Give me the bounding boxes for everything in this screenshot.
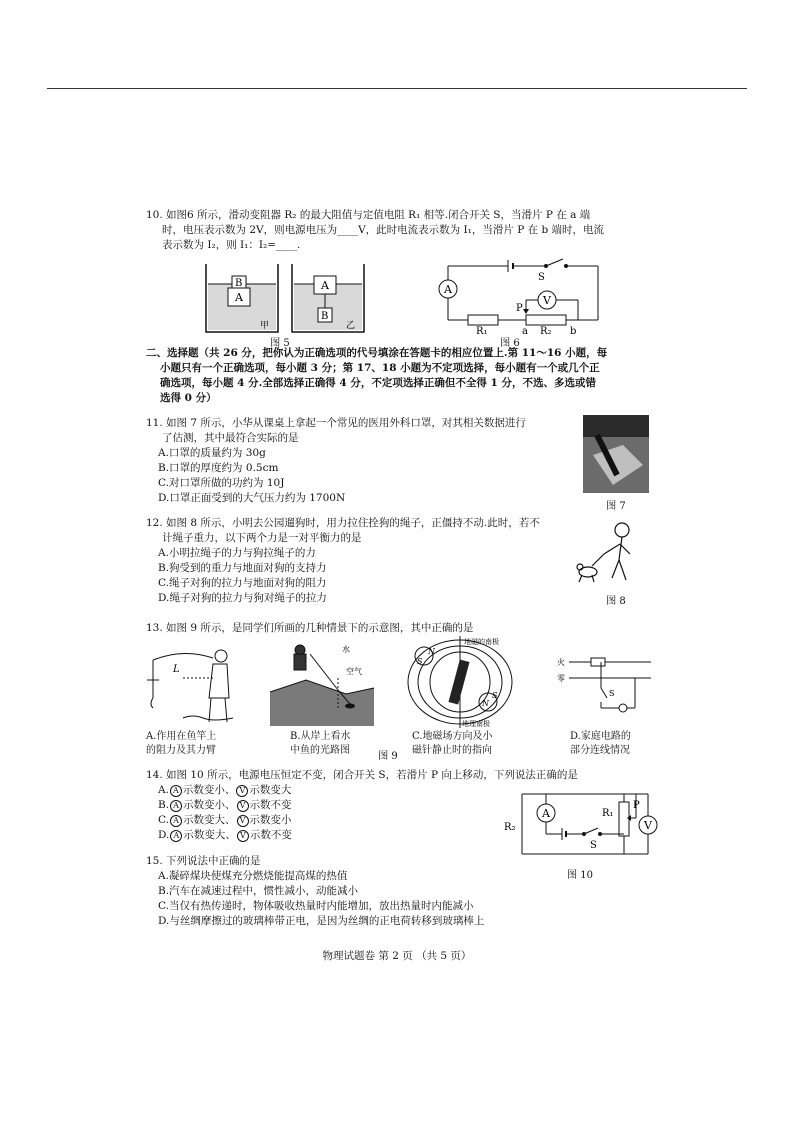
fig9-caption-a-line-2: 的阻力及其力臂 xyxy=(146,745,216,756)
q11-stem-2: 了估测，其中最符合实际的是 xyxy=(162,432,299,444)
q14-option-d-text-2: 示数不变 xyxy=(249,829,292,841)
q12-option-b: B.狗受到的重力与地面对狗的支持力 xyxy=(158,562,327,574)
figure-10 xyxy=(500,788,660,864)
q14-option-c-voltmeter-symbol: V xyxy=(237,815,249,827)
fig9b-label-water: 水 xyxy=(342,645,350,654)
q14-option-a-text-2: 示数变大 xyxy=(249,784,292,796)
q14-option-c-letter: C. xyxy=(158,814,169,826)
q14-option-b-voltmeter-symbol: V xyxy=(237,800,249,812)
question-15 xyxy=(146,854,484,929)
fig10-slider-label: P xyxy=(633,800,640,811)
q15-stem: 15. 下列说法中正确的是 xyxy=(146,855,261,867)
fig5-label-yi: 乙 xyxy=(346,321,356,331)
fig10-ammeter-label: A xyxy=(542,807,550,820)
fig9-caption-d-line-2: 部分连线情况 xyxy=(570,745,630,756)
fig9c-label-geo-north: 地磁的南极 xyxy=(464,638,499,646)
figure-6 xyxy=(428,256,608,336)
figure-8-caption: 图 8 xyxy=(606,596,626,607)
q15-option-b: B.汽车在减速过程中，惯性减小，动能减小 xyxy=(158,885,359,897)
fig9d-label-zero: 零 xyxy=(557,674,565,683)
section-2-line-1: 二、选择题（共 26 分，把你认为正确选项的代号填涂在答题卡的相应位置上.第 11～16 小题，每 xyxy=(146,347,608,359)
fig9c-label-n2: N xyxy=(482,699,489,708)
fig9-caption-a-line-1: A.作用在鱼竿上 xyxy=(146,731,217,742)
q14-option-c-text-1: 示数变大、 xyxy=(183,814,236,826)
fig9d-label-fire: 火 xyxy=(557,658,565,667)
fig9c-label-geo-south: 地理南极 xyxy=(462,720,490,728)
q15-option-a: A.凝碎煤块使煤充分燃烧能提高煤的热值 xyxy=(158,870,348,882)
q14-option-b-text-2: 示数不变 xyxy=(249,799,292,811)
q14-option-d-text-1: 示数变大、 xyxy=(183,829,236,841)
q14-option-b-letter: B. xyxy=(158,799,170,811)
fig5-label-a1: A xyxy=(235,291,243,304)
page-top-rule xyxy=(47,88,747,89)
figure-7-caption: 图 7 xyxy=(606,501,626,512)
figure-9-a-fishing xyxy=(143,638,243,728)
q10-line-2: 时，电压表示数为 2V，则电源电压为____V，此时电流表示数为 I₁，当滑片 P 在 b 端时，电流 xyxy=(162,224,605,236)
fig6-r2-label: R₂ xyxy=(540,326,552,336)
section-2-instructions xyxy=(146,346,607,406)
fig9-caption-c-line-2: 磁针静止时的指向 xyxy=(412,745,492,756)
q15-option-d: D.与丝绸摩擦过的玻璃棒带正电，是因为丝绸的正电荷转移到玻璃棒上 xyxy=(158,915,485,927)
fig10-voltmeter-label: V xyxy=(644,819,652,832)
fig9-caption-b xyxy=(290,730,351,758)
q14-option-d-voltmeter-symbol: V xyxy=(237,830,249,842)
q12-stem-1: 12. 如图 8 所示，小明去公园遛狗时，用力拉住拴狗的绳子，正僵持不动.此时，若不 xyxy=(146,517,540,529)
fig9c-label-s2: S xyxy=(492,691,498,700)
fig9c-label-s1: S xyxy=(417,657,423,666)
q14-stem: 14. 如图 10 所示，电源电压恒定不变，闭合开关 S，若滑片 P 向上移动，下列说法正确的是 xyxy=(146,769,578,781)
figure-6-caption: 图 6 xyxy=(500,338,520,349)
q13-stem: 13. 如图 9 所示，是同学们所画的几种情景下的示意图，其中正确的是 xyxy=(146,622,474,634)
q12-option-d: D.绳子对狗的拉力与狗对绳子的拉力 xyxy=(158,592,327,604)
q14-option-a-ammeter-symbol: A xyxy=(170,785,182,797)
q11-option-d: D.口罩正面受到的大气压力约为 1700N xyxy=(158,492,346,504)
fig9-caption-d-line-1: D.家庭电路的 xyxy=(570,731,631,742)
section-2-line-2: 小题只有一个正确选项，每小题 3 分；第 17、18 小题为不定项选择，每小题有一个或几个正 xyxy=(160,362,600,374)
fig9-caption-c xyxy=(412,730,492,758)
q11-option-c: C.对口罩所做的功约为 10J xyxy=(158,477,285,489)
q14-option-b-ammeter-symbol: A xyxy=(170,800,182,812)
fig6-switch-label: S xyxy=(538,272,545,283)
fig9-caption-a xyxy=(146,730,216,758)
q14-option-d-ammeter-symbol: A xyxy=(170,830,182,842)
q14-option-c-text-2: 示数变小 xyxy=(249,814,292,826)
q14-option-a-letter: A. xyxy=(158,784,169,796)
fig10-switch-label: S xyxy=(590,840,597,851)
q15-option-c: C.当仅有热传递时，物体吸收热量时内能增加，放出热量时内能减小 xyxy=(158,900,474,912)
section-2-line-4: 选得 0 分） xyxy=(160,392,217,404)
figure-9-b-refraction xyxy=(266,638,376,728)
section-2-line-3: 确选项，每小题 4 分.全部选择正确得 4 分，不定项选择正确但不全得 1 分，不选、多选或错 xyxy=(160,377,597,389)
figure-10-caption: 图 10 xyxy=(567,870,593,881)
q12-stem-2: 计绳子重力，以下两个力是一对平衡力的是 xyxy=(162,532,362,544)
figure-9-caption: 图 9 xyxy=(378,751,398,762)
fig5-label-b2: B xyxy=(321,311,329,322)
question-10 xyxy=(146,208,604,253)
fig9b-label-air: 空气 xyxy=(346,667,362,676)
question-11 xyxy=(146,416,526,506)
figure-9-d-household-circuit xyxy=(555,652,655,720)
q11-stem-1: 11. 如图 7 所示，小华从课桌上拿起一个常见的医用外科口罩，对其相关数据进行 xyxy=(146,417,526,429)
fig6-terminal-b: b xyxy=(570,326,577,336)
fig6-slider-label: P xyxy=(516,303,523,314)
q12-option-c: C.绳子对狗的拉力与地面对狗的阻力 xyxy=(158,577,327,589)
q11-option-b: B.口罩的厚度约为 0.5cm xyxy=(158,462,279,474)
fig6-ammeter-label: A xyxy=(444,283,452,296)
fig9-caption-b-line-2: 中鱼的光路图 xyxy=(290,745,350,756)
q14-option-b-text-1: 示数变小、 xyxy=(183,799,236,811)
q14-option-c-ammeter-symbol: A xyxy=(170,815,182,827)
fig5-label-jia: 甲 xyxy=(260,321,270,331)
q10-line-1: 10. 如图6 所示，滑动变阻器 R₂ 的最大阻值与定值电阻 R₁ 相等.闭合开关 S，当滑片 P 在 a 端 xyxy=(146,209,591,221)
fig5-label-a2: A xyxy=(321,279,329,292)
fig9a-label-l: L xyxy=(173,664,180,675)
fig10-r2-label: R₂ xyxy=(504,822,516,833)
question-12 xyxy=(146,516,540,606)
q10-line-3: 表示数为 I₂，则 I₁：I₂=____. xyxy=(162,239,301,251)
fig5-label-b1: B xyxy=(235,278,243,289)
fig9-caption-d xyxy=(570,730,631,758)
fig9d-label-switch: S xyxy=(609,689,615,698)
fig9c-label-n1: N xyxy=(428,647,435,656)
figure-8-drawing xyxy=(574,520,644,590)
page-footer: 物理试题卷 第 2 页 （共 5 页） xyxy=(322,950,472,962)
fig6-terminal-a: a xyxy=(522,326,528,336)
q14-option-a-text-1: 示数变小、 xyxy=(182,784,236,796)
fig6-voltmeter-label: V xyxy=(543,294,551,307)
fig10-r1-label: R₁ xyxy=(602,808,614,819)
q12-option-a: A.小明拉绳子的力与狗拉绳子的力 xyxy=(158,547,316,559)
q11-option-a: A.口罩的质量约为 30g xyxy=(158,447,266,459)
fig6-r1-label: R₁ xyxy=(476,326,488,336)
figure-5-caption: 图 5 xyxy=(270,338,290,349)
q14-option-a-voltmeter-symbol: V xyxy=(236,785,248,797)
figure-9-c-geomagnetism xyxy=(404,634,524,730)
figure-5 xyxy=(200,258,370,338)
fig9-caption-c-line-1: C.地磁场方向及小 xyxy=(412,731,493,742)
q14-option-d-letter: D. xyxy=(158,829,170,841)
fig9-caption-b-line-1: B.从岸上看水 xyxy=(290,731,351,742)
figure-7-photo xyxy=(583,415,649,493)
